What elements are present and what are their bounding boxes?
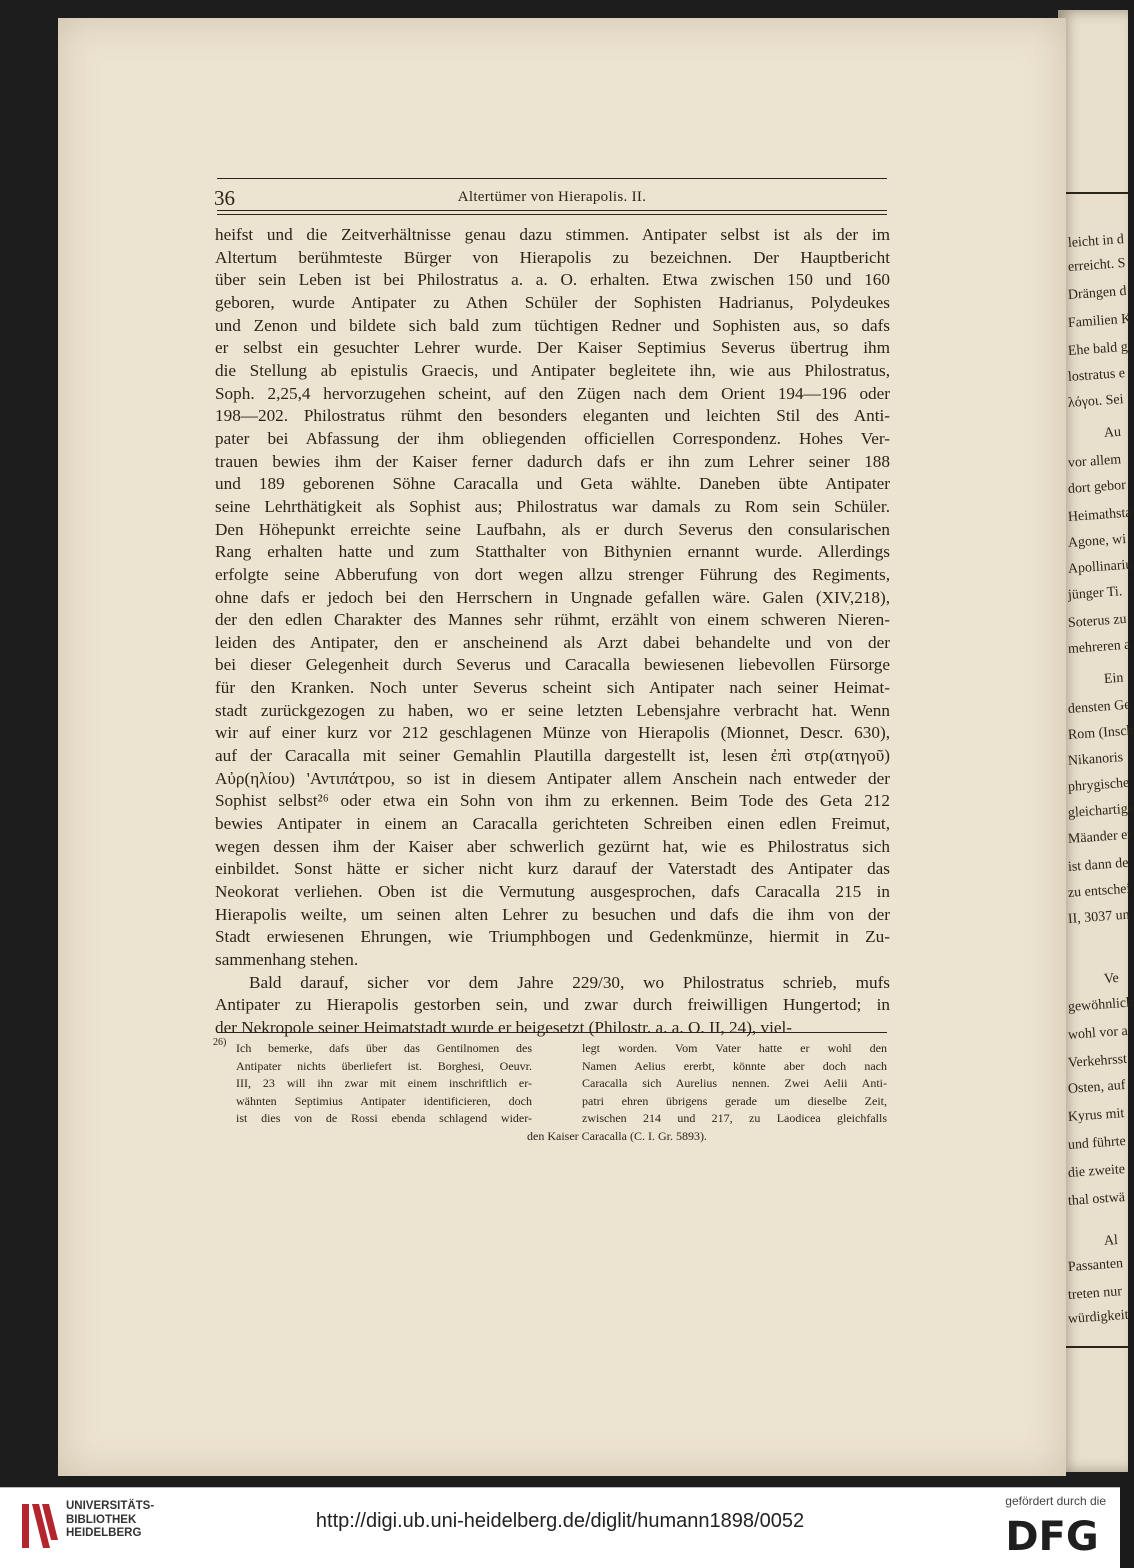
body-line: für den Kranken. Noch unter Severus scheint sich Antipater nach seiner Heimat- [215,678,890,698]
body-line: Soph. 2,25,4 hervorzugehen scheint, auf den Zügen nach dem Orient 194—196 oder [215,383,890,403]
body-text [215,224,890,1040]
facing-page-fragment: Al [1103,1233,1119,1249]
institution-line-3: HEIDELBERG [66,1527,142,1539]
facing-page-fragment: gleichartige [1067,801,1134,821]
body-line: heifst und die Zeitverhältnisse genau dazu stimmen. Antipater selbst ist als der im [215,225,890,244]
body-line: der den edlen Charakter des Mannes sehr rühmt, erzählt von einem schweren Nieren- [215,610,890,630]
facing-page-fragment: Osten, auf [1067,1078,1126,1097]
footnote-line: zwischen 214 und 217, zu Laodicea gleichfalls [582,1111,887,1126]
facing-page-fragment: Ve [1103,970,1120,987]
body-line: Neokorat verliehen. Oben ist die Vermutung ausgesprochen, dafs Caracalla 215 in [215,882,890,902]
footnote-closing-line: den Kaiser Caracalla (C. I. Gr. 5893). [527,1129,707,1143]
footnote-marker: 26) [213,1037,227,1048]
body-line: sammenhang stehen. [215,950,359,969]
body-line: und Zenon und bildete sich bald zum tüchtigen Redner und Sophisten aus, so dafs [215,315,890,335]
funder-label: gefördert durch die [1005,1494,1106,1508]
dfg-logo-icon [1000,1514,1104,1560]
facing-page-fragment: λόγοι. Sei [1067,392,1124,411]
body-line: er selbst ein gesuchter Lehrer wurde. Der Kaiser Septimius Severus übertrug ihm [215,338,890,358]
footnote-rule [217,1032,887,1033]
facing-page-fragment: Apollinariu [1067,557,1133,577]
footnote-line: legt worden. Vom Vater hatte er wohl den [582,1041,887,1055]
facing-page-fragment: thal ostwä [1067,1190,1126,1209]
footnote-column-right [582,1040,887,1128]
facing-page-fragment: die zweite [1067,1162,1126,1181]
facing-page-fragment: Kyrus mit [1067,1106,1125,1125]
page-number: 36 [214,186,235,210]
facing-page-fragment: Verkehrsst [1067,1051,1128,1071]
body-line: wegen dessen ihm der Kaiser aber schwerlich gezürnt hat, wie es Philostratus sich [215,836,890,856]
footnote-line: Namen Aelius ererbt, könnte aber doch nach [582,1058,887,1073]
body-line: ohne dafs er jedoch bei den Herrschern in Ungnade gefallen wäre. Galen (XIV,218), [215,587,890,607]
body-line: und 189 geborenen Söhne Caracalla und Geta wählte. Daneben übte Antipater [215,474,890,494]
facing-page-fragment: vor allem [1067,452,1122,471]
facing-page-fragment: wohl vor a [1067,1023,1129,1043]
facing-page-fragment: Agone, wi [1067,531,1127,551]
facing-page-fragment: dort gebor [1067,477,1127,497]
body-line: Bald darauf, sicher vor dem Jahre 229/30, wo Philostratus schrieb, mufs [249,972,890,992]
facing-page-fragment: ist dann de [1067,855,1129,875]
document-url-link[interactable]: http://digi.ub.uni-heidelberg.de/diglit/humann1898/0052 [315,1510,805,1532]
body-line: erfolgte seine Abberufung von dort wegen allzu strenger Führung des Regiments, [215,564,890,584]
body-line: Antipater zu Hierapolis gestorben sein, und zwar durch freiwilligen Hungertod; in [215,995,890,1015]
footnote-line: patri ehren übrigens gerade um dieselbe Zeit, [582,1093,887,1108]
footnote-line: Ich bemerke, dafs über das Gentilnomen des [236,1041,532,1055]
viewer-footer [0,1487,1120,1568]
facing-page-fragment: Ein [1103,670,1124,687]
facing-page-fragment: mehreren a [1067,637,1131,657]
facing-page-fragment: Nikanoris [1067,750,1124,769]
footnote-line: Antipater nichts überliefert ist. Borghesi, Oeuvr. [236,1058,532,1073]
facing-page-fragment: Heimathsta [1067,505,1133,525]
facing-page-fragment: treten nur [1067,1284,1123,1303]
book-page [58,18,1066,1476]
facing-page-fragment: Ehe bald g [1067,339,1129,359]
footnote-line: ist dies von de Rossi ebenda schlagend wider- [236,1111,532,1126]
footnote-line: wähnten Septimius Antipater identificieren, doch [236,1093,532,1108]
body-line: einbildet. Sonst hätte er sicher nicht kurz darauf der Vaterstadt des Antipater das [215,859,890,879]
body-line: die Stellung ab epistulis Graecis, und Antipater begleitete ihn, wie aus Philostratus, [215,360,890,380]
facing-page-fragment: phrygische [1067,775,1130,795]
facing-page-fragment: Familien K [1067,311,1132,331]
footnote-column-left [213,1037,532,1128]
facing-page-fragment: II, 3037 un [1067,907,1131,927]
facing-page-fragment: densten Ge [1067,697,1131,717]
body-line: 198—202. Philostratus rühmt den besonders eleganten und leichten Stil des Anti- [215,406,890,426]
facing-page-edge [1058,10,1134,1472]
body-line: bewies Antipater in einem an Caracalla gerichteten Schreiben einen edlen Freimut, [215,814,890,834]
body-line: Sophist selbst²⁶ oder etwa ein Sohn von ihm zu erkennen. Beim Tode des Geta 212 [215,791,890,811]
body-line: trauen bewies ihm der Kaiser ferner dadurch dafs er ihn zum Lehrer seiner 188 [215,451,890,471]
body-line: Altertum berühmteste Bürger von Hierapolis zu bezeichnen. Der Hauptbericht [215,247,890,267]
body-line: über sein Leben ist bei Philostratus a. a. O. erhalten. Etwa zwischen 150 und 160 [215,270,890,290]
header-rule-top [217,178,887,179]
facing-page-fragment: jünger Ti. [1067,584,1123,603]
footnote-line: Caracalla sich Aurelius nennen. Zwei Aelii Anti- [582,1076,887,1091]
body-line: wir auf einer kurz vor 212 geschlagenen Münze von Hierapolis (Mionnet, Descr. 630), [215,723,890,743]
facing-page-fragment: leicht in d [1067,232,1125,251]
institution-line-2: BIBLIOTHEK [66,1513,137,1526]
body-line: bei dieser Gelegenheit durch Severus und Caracalla bewiesenen liebevollen Fürsorge [215,655,890,675]
facing-page-fragment: Drängen d [1067,283,1128,303]
body-line: Den Höhepunkt erreichte seine Laufbahn, als er durch Severus den consularischen [215,519,890,539]
facing-page-fragment: und führte [1067,1133,1127,1153]
body-line: pater bei Abfassung der ihm obliegenden officiellen Correspondenz. Hohes Ver- [215,428,890,448]
body-line: geboren, wurde Antipater zu Athen Schüler der Sophisten Hadrianus, Polydeukes [215,292,890,312]
facing-page-rule [1062,192,1128,194]
facing-page-fragment: Mäander er [1067,827,1133,847]
body-line: Hierapolis weilte, um seinen alten Lehrer zu besuchen und dafs die ihm von der [215,904,890,924]
facing-page-fragment: zu entschei [1067,881,1131,901]
body-line: Αὐρ(ηλίου) 'Αντιπάτρου, so ist in diesem Antipater allem Anschein nach entweder der [215,768,890,788]
facing-page-fragment: lostratus e [1067,366,1126,385]
body-line: seine Lehrthätigkeit als Sophist aus; Philostratus war damals zu Rom sein Schüler. [215,496,890,516]
facing-page-fragment: gewöhnlich [1067,995,1134,1015]
facing-page-fragment: Passanten [1067,1256,1124,1275]
footnote-line: III, 23 will ihn zwar mit einem inschriftlich er- [236,1076,532,1091]
facing-page-fragment: würdigkeit [1067,1307,1129,1327]
facing-page-fragment: erreicht. S [1067,256,1126,275]
dfg-logo-text: DFG [1005,1514,1099,1560]
facing-page-rule [1062,1346,1128,1348]
facing-page-fragment: Rom (Insch [1067,723,1134,743]
institution-line-1: UNIVERSITÄTS- [66,1500,155,1512]
body-line: Stadt erwiesenen Ehrungen, wie Triumphbogen und Gedenkmünze, hiermit in Zu- [215,927,890,947]
body-line: auf der Caracalla mit seiner Gemahlin Plautilla dargestellt ist, lesen ἐπὶ στρ(ατηγοῦ) [215,746,890,766]
body-line: Rang erhalten hatte und zum Statthalter von Bithynien ernannt wurde. Allerdings [215,542,890,562]
facing-page-fragment: Au [1103,424,1122,441]
running-title: Altertümer von Hierapolis. II. [457,189,647,205]
header-rule-bottom [217,210,887,215]
body-line: der Nekropole seiner Heimatstadt wurde er beigesetzt (Philostr. a. a. O. II, 24), viel- [215,1017,793,1037]
body-line: leiden des Antipater, den er anscheinend als Arzt dabei behandelte und von der [215,632,890,652]
body-line: stadt zurückgezogen zu haben, wo er seine letzten Lebensjahre verbracht hat. Wenn [215,700,890,720]
facing-page-fragment: Soterus zu [1067,611,1128,631]
